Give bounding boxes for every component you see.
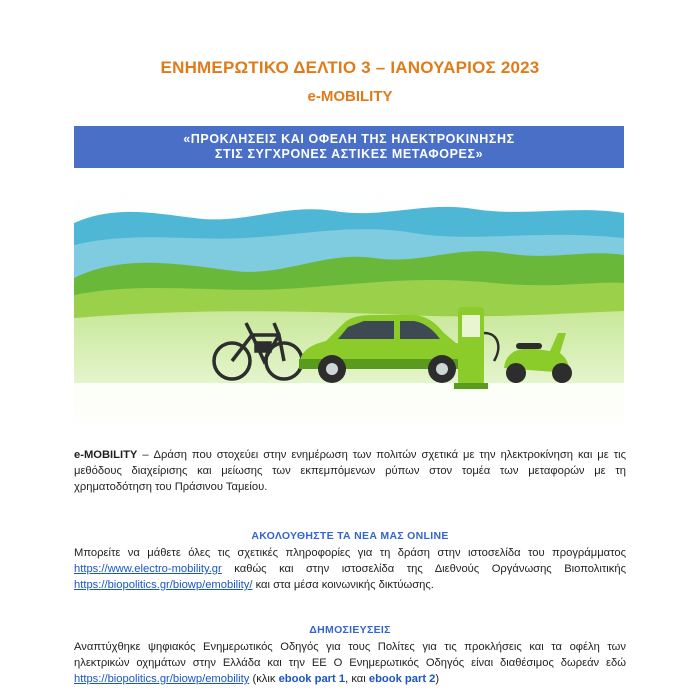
guide-link[interactable]: https://biopolitics.gr/biowp/emobility (74, 673, 250, 685)
biopolitics-link[interactable]: https://biopolitics.gr/biowp/emobility/ (74, 579, 253, 591)
publications-text-3: , και (345, 673, 369, 685)
emobility-illustration (74, 183, 624, 423)
follow-text-3: και στα μέσα κοινωνικής δικτύωσης. (252, 579, 434, 591)
follow-paragraph (74, 545, 626, 593)
electro-mobility-link[interactable]: https://www.electro-mobility.gr (74, 563, 222, 575)
publications-heading: ΔΗΜΟΣΙΕΥΣΕΙΣ (309, 624, 391, 636)
publications-text-1: Αναπτύχθηκε ψηφιακός Ενημερωτικός Οδηγός για τους Πολίτες για τις προκλήσεις και τα οφέλη των ηλεκτρικών οχημάτων στην Ελλάδα και την ΕΕ Ο Ενημερωτικός Οδηγός είναι διαθέσιμος δωρεάν εδώ (74, 641, 626, 669)
topic-banner (74, 126, 624, 168)
follow-text-2: καθώς και στην ιστοσελίδα της Διεθνούς Οργάνωσης Βιοπολιτικής (221, 563, 626, 575)
publications-paragraph (74, 639, 626, 687)
newsletter-title: ΕΝΗΜΕΡΩΤΙΚΟ ΔΕΛΤΙΟ 3 – ΙΑΝΟΥΑΡΙΟΣ 2023 (160, 58, 540, 77)
intro-text: – Δράση που στοχεύει στην ενημέρωση των πολιτών σχετικά με την ηλεκτροκίνηση και με τις μεθόδους διαχείρισης και μείωσης των εκπεμπόμενων ρύπων στον τομέα των μεταφορών με τη χρηματοδότηση του Πράσινου Ταμείου. (74, 449, 626, 493)
publications-text-4: ) (435, 673, 440, 685)
intro-paragraph (74, 447, 626, 495)
banner-line-2: ΣΤΙΣ ΣΥΓΧΡΟΝΕΣ ΑΣΤΙΚΕΣ ΜΕΤΑΦΟΡΕΣ» (214, 147, 484, 161)
publications-text-2: (κλικ (249, 673, 279, 685)
intro-brand: e-MOBILITY (74, 449, 138, 461)
ebook-part-2-link[interactable]: ebook part 2 (368, 673, 436, 685)
follow-heading: ΑΚΟΛΟΥΘΗΣΤΕ ΤΑ ΝΕΑ ΜΑΣ ONLINE (251, 530, 449, 542)
newsletter-subtitle: e-MOBILITY (307, 88, 393, 105)
follow-text-1: Μπορείτε να μάθετε όλες τις σχετικές πληροφορίες για τη δράση στην ιστοσελίδα του προγράμματος (74, 547, 626, 559)
ground-fade (74, 383, 624, 423)
banner-line-1: «ΠΡΟΚΛΗΣΕΙΣ ΚΑΙ ΟΦΕΛΗ ΤΗΣ ΗΛΕΚΤΡΟΚΙΝΗΣΗΣ (183, 132, 515, 146)
ebook-part-1-link[interactable]: ebook part 1 (278, 673, 346, 685)
